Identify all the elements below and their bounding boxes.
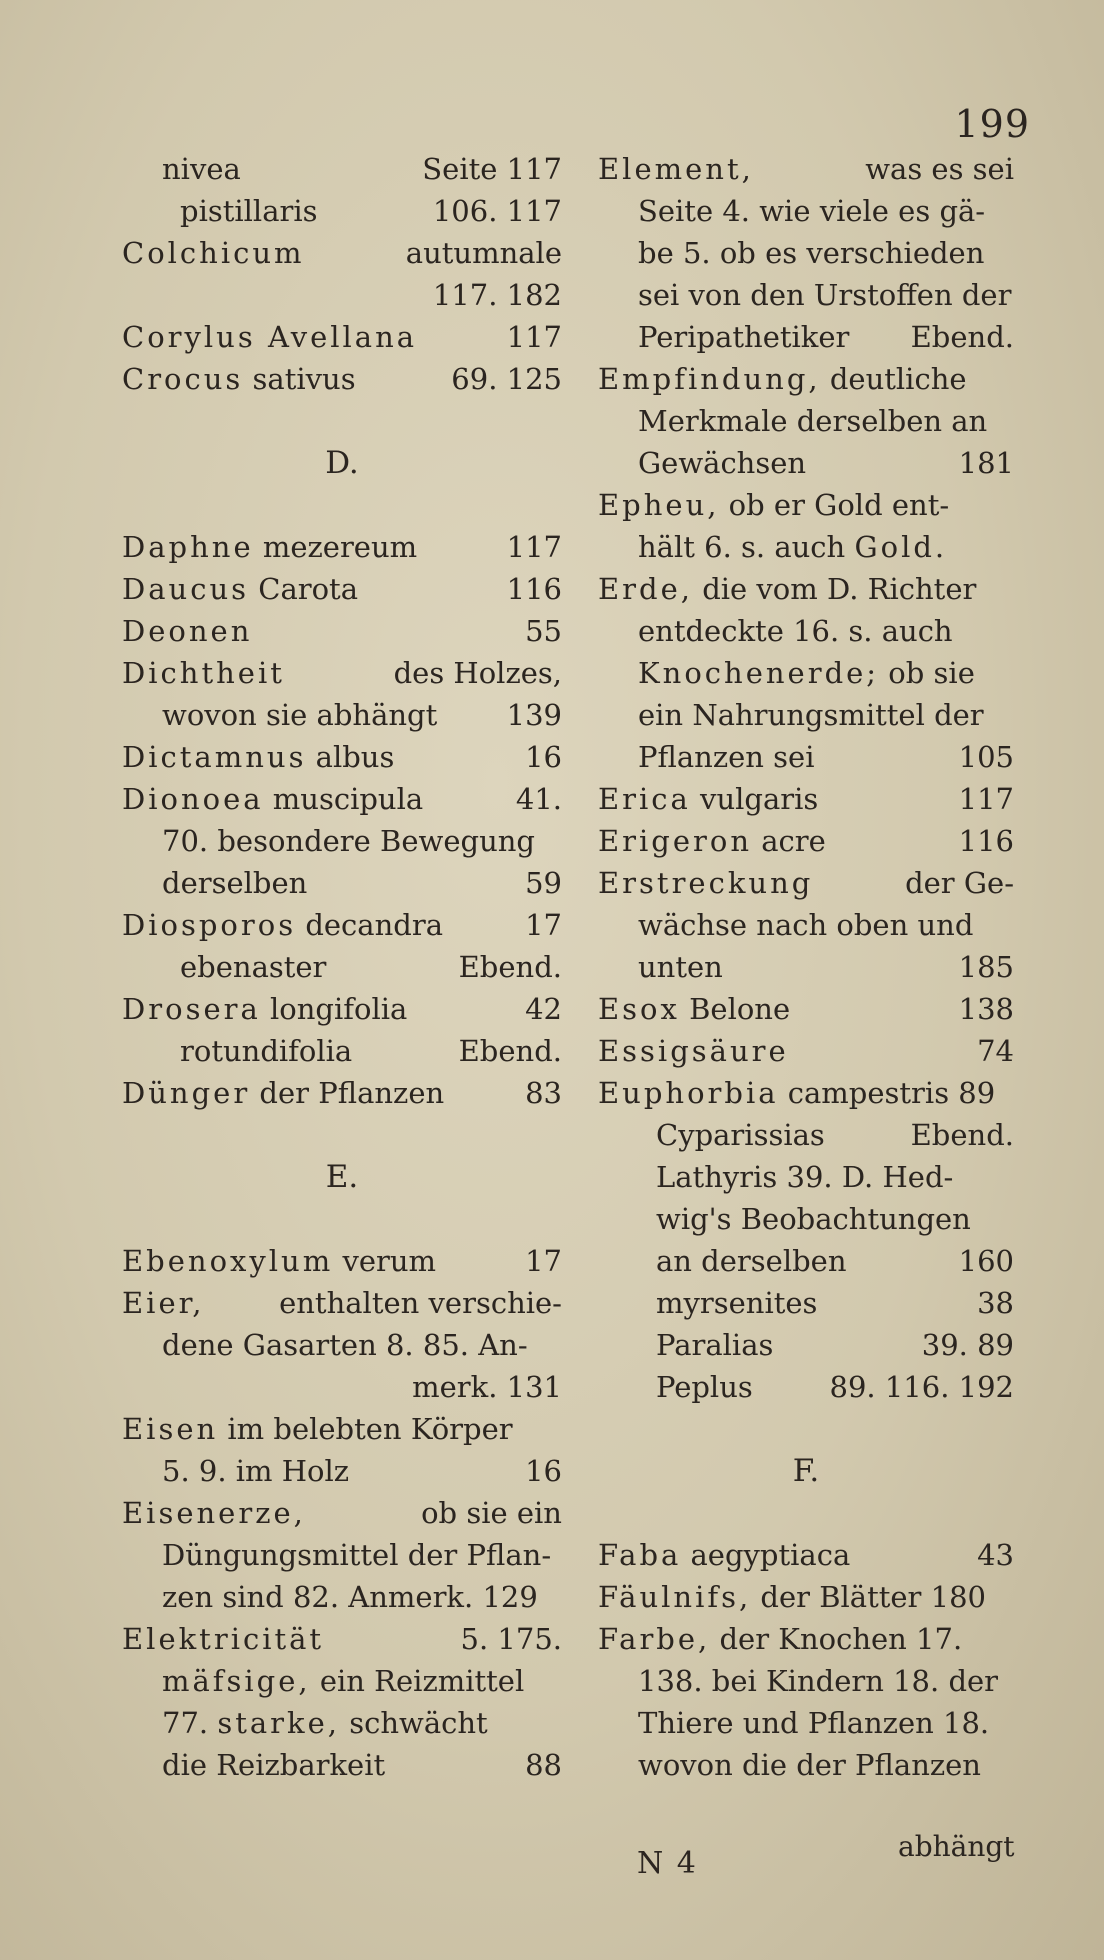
- entry-line: [122, 1618, 562, 1660]
- entry-line: [598, 358, 1014, 400]
- entry-headword: Euphorbia: [598, 1076, 779, 1110]
- entry-line: [122, 274, 562, 316]
- entry-text: 5. 9. im Holz: [162, 1454, 350, 1488]
- index-column-right: [598, 148, 1014, 1786]
- entry-text: aegyptiaca: [681, 1538, 851, 1572]
- entry-line: [598, 904, 1014, 946]
- entry-page-ref: 43: [977, 1538, 1014, 1572]
- entry-line: [122, 190, 562, 232]
- entry-line: [598, 652, 1014, 694]
- entry-line: [598, 736, 1014, 778]
- entry-page-ref: 41.: [515, 782, 562, 816]
- entry-text: wovon die der Pflanzen: [638, 1748, 981, 1782]
- entry-line: [598, 1660, 1014, 1702]
- entry-page-ref: 117: [958, 782, 1014, 816]
- index-entry: [122, 988, 562, 1072]
- entry-headword: Crocus: [122, 362, 244, 396]
- entry-line: [598, 484, 1014, 526]
- index-entry: [122, 904, 562, 988]
- entry-text: vulgaris: [690, 782, 819, 816]
- index-entry: [122, 652, 562, 736]
- entry-text: der Ge-: [905, 866, 1014, 900]
- entry-line: [598, 1114, 1014, 1156]
- entry-headword: Element,: [598, 152, 754, 186]
- index-column-left: [122, 148, 562, 1786]
- entry-headword: Faba: [598, 1538, 682, 1572]
- entry-headword: Drosera: [122, 992, 261, 1026]
- entry-text: an derselben: [656, 1244, 847, 1278]
- entry-line: [122, 1408, 562, 1450]
- entry-page-ref: 116: [506, 572, 562, 606]
- entry-headword: Elektricität: [122, 1622, 325, 1656]
- entry-line: [598, 862, 1014, 904]
- entry-text: myrsenites: [656, 1286, 818, 1320]
- entry-line: [122, 694, 562, 736]
- entry-line: [122, 1324, 562, 1366]
- entry-line: [122, 1702, 562, 1744]
- entry-text: enthalten verschie-: [279, 1286, 562, 1320]
- entry-headword: Erigeron: [598, 824, 753, 858]
- entry-text: nivea: [162, 152, 241, 186]
- entry-line: [598, 1240, 1014, 1282]
- index-entry: [598, 148, 1014, 358]
- entry-text: Peripathetiker: [638, 320, 850, 354]
- entry-line: [598, 1534, 1014, 1576]
- entry-line: [122, 1072, 562, 1114]
- entry-page-ref: 17: [525, 908, 562, 942]
- entry-headword: Empfindung,: [598, 362, 821, 396]
- entry-headword: starke,: [217, 1706, 340, 1740]
- entry-headword: Erica: [598, 782, 691, 816]
- entry-line: [122, 316, 562, 358]
- entry-text: ebenaster: [180, 950, 327, 984]
- entry-text: Thiere und Pflanzen 18.: [638, 1706, 990, 1740]
- entry-page-ref: 17: [525, 1244, 562, 1278]
- entry-text: 138. bei Kindern 18. der: [638, 1664, 999, 1698]
- entry-line: [598, 1618, 1014, 1660]
- entry-line: [598, 1030, 1014, 1072]
- index-entry: [122, 316, 562, 358]
- index-entry: [598, 1534, 1014, 1576]
- entry-headword: Gold.: [854, 530, 948, 564]
- entry-text: merk. 131: [412, 1370, 562, 1404]
- entry-line: [598, 526, 1014, 568]
- entry-text: ob sie ein: [421, 1496, 562, 1530]
- entry-text: sativus: [243, 362, 356, 396]
- entry-page-ref: 74: [977, 1034, 1014, 1068]
- entry-page-ref: Ebend.: [458, 950, 562, 984]
- index-entry: [598, 778, 1014, 820]
- entry-headword: Dünger: [122, 1076, 251, 1110]
- section-heading: F.: [792, 1453, 820, 1489]
- entry-page-ref: 16: [525, 1454, 562, 1488]
- entry-line: [598, 820, 1014, 862]
- entry-text: ein Nahrungsmittel der: [638, 698, 984, 732]
- entry-line: [598, 442, 1014, 484]
- index-entry: [122, 232, 562, 316]
- entry-line: [122, 778, 562, 820]
- entry-text: derselben: [162, 866, 308, 900]
- entry-line: [598, 1072, 1014, 1114]
- index-entry: [122, 190, 562, 232]
- entry-line: [122, 946, 562, 988]
- entry-text: be 5. ob es verschieden: [638, 236, 985, 270]
- entry-line: [598, 1744, 1014, 1786]
- entry-text: die Reizbarkeit: [162, 1748, 386, 1782]
- page-number: 199: [954, 102, 1030, 146]
- entry-line: [122, 862, 562, 904]
- entry-line: [598, 778, 1014, 820]
- entry-text: Seite 4. wie viele es gä-: [638, 194, 986, 228]
- entry-text: der Pflanzen: [250, 1076, 445, 1110]
- entry-page-ref: Seite 117: [422, 152, 562, 186]
- entry-page-ref: 39. 89: [921, 1328, 1014, 1362]
- entry-headword: Diosporos: [122, 908, 297, 942]
- entry-text: Düngungsmittel der Pflan-: [162, 1538, 552, 1572]
- entry-line: [598, 190, 1014, 232]
- entry-headword: Corylus Avellana: [122, 320, 418, 354]
- entry-line: [122, 1450, 562, 1492]
- entry-headword: Erstreckung: [598, 866, 814, 900]
- entry-text: 77.: [162, 1706, 218, 1740]
- entry-line: [122, 568, 562, 610]
- entry-line: [122, 820, 562, 862]
- entry-text: des Holzes,: [393, 656, 562, 690]
- index-entry: [598, 568, 1014, 778]
- entry-page-ref: 117. 182: [432, 278, 562, 312]
- entry-headword: Deonen: [122, 614, 253, 648]
- entry-text: Merkmale derselben an: [638, 404, 988, 438]
- entry-line: [598, 1156, 1014, 1198]
- index-entry: [122, 1408, 562, 1492]
- entry-page-ref: 105: [958, 740, 1014, 774]
- entry-headword: Colchicum: [122, 236, 305, 270]
- entry-page-ref: 42: [525, 992, 562, 1026]
- index-entry: [122, 526, 562, 568]
- entry-page-ref: 185: [958, 950, 1014, 984]
- entry-text: Carota: [249, 572, 358, 606]
- entry-line: [598, 316, 1014, 358]
- entry-text: die vom D. Richter: [692, 572, 977, 606]
- entry-text: pistillaris: [180, 194, 318, 228]
- entry-line: [122, 1534, 562, 1576]
- entry-text: deutliche: [820, 362, 967, 396]
- section-heading: D.: [325, 445, 359, 481]
- entry-text: longifolia: [260, 992, 408, 1026]
- entry-headword: Esox: [598, 992, 680, 1026]
- index-entry: [122, 148, 562, 190]
- entry-text: wig's Beobachtungen: [656, 1202, 971, 1236]
- entry-headword: Eisen: [122, 1412, 219, 1446]
- entry-line: [598, 1282, 1014, 1324]
- entry-line: [122, 1492, 562, 1534]
- entry-text: sei von den Urstoffen der: [638, 278, 1012, 312]
- entry-line: [122, 1030, 562, 1072]
- index-entry: [598, 1618, 1014, 1786]
- entry-line: [598, 1702, 1014, 1744]
- entry-page-ref: 59: [525, 866, 562, 900]
- entry-text: wächse nach oben und: [638, 908, 974, 942]
- entry-text: verum: [333, 1244, 437, 1278]
- entry-text: Paralias: [656, 1328, 774, 1362]
- entry-page-ref: 138: [958, 992, 1014, 1026]
- entry-line: [122, 1744, 562, 1786]
- index-entry: [122, 358, 562, 400]
- entry-text: mezereum: [253, 530, 418, 564]
- entry-text: entdeckte 16. s. auch: [638, 614, 953, 648]
- entry-line: [598, 694, 1014, 736]
- entry-line: [598, 988, 1014, 1030]
- entry-page-ref: Ebend.: [910, 320, 1014, 354]
- entry-line: [122, 610, 562, 652]
- entry-text: acre: [752, 824, 826, 858]
- entry-line: [122, 1282, 562, 1324]
- entry-page-ref: 160: [958, 1244, 1014, 1278]
- entry-headword: Knochenerde;: [638, 656, 880, 690]
- entry-text: der Knochen 17.: [710, 1622, 963, 1656]
- entry-text: Lathyris 39. D. Hed-: [656, 1160, 954, 1194]
- entry-text: Pflanzen sei: [638, 740, 815, 774]
- entry-text: Gewächsen: [638, 446, 807, 480]
- entry-line: [122, 1660, 562, 1702]
- entry-line: [598, 232, 1014, 274]
- entry-text: 70. besondere Bewegung: [162, 824, 535, 858]
- entry-line: [598, 1576, 1014, 1618]
- signature-mark: N 4: [637, 1846, 698, 1881]
- entry-headword: Epheu,: [598, 488, 720, 522]
- entry-line: [122, 652, 562, 694]
- index-entry: [598, 1072, 1014, 1408]
- entry-line: [122, 1240, 562, 1282]
- entry-page-ref: 69. 125: [451, 362, 562, 396]
- section-heading: E.: [325, 1159, 359, 1195]
- entry-text: zen sind 82. Anmerk. 129: [162, 1580, 538, 1614]
- entry-line: [122, 988, 562, 1030]
- entry-text: Cyparissias: [656, 1118, 825, 1152]
- entry-text: decandra: [296, 908, 443, 942]
- entry-line: [122, 358, 562, 400]
- entry-text: was es sei: [865, 152, 1014, 186]
- entry-headword: Farbe,: [598, 1622, 711, 1656]
- entry-page-ref: 16: [525, 740, 562, 774]
- entry-headword: Daphne: [122, 530, 254, 564]
- entry-headword: Erde,: [598, 572, 693, 606]
- entry-text: schwächt: [340, 1706, 488, 1740]
- entry-text: unten: [638, 950, 723, 984]
- entry-line: [122, 232, 562, 274]
- index-entry: [122, 568, 562, 610]
- entry-line: [598, 1366, 1014, 1408]
- entry-page-ref: 38: [977, 1286, 1014, 1320]
- index-entry: [122, 1618, 562, 1786]
- entry-text: ein Reizmittel: [310, 1664, 525, 1698]
- entry-text: Peplus: [656, 1370, 753, 1404]
- entry-headword: Fäulnifs,: [598, 1580, 752, 1614]
- index-entry: [122, 736, 562, 778]
- entry-page-ref: 116: [958, 824, 1014, 858]
- entry-line: [598, 274, 1014, 316]
- index-entry: [598, 358, 1014, 484]
- entry-line: [598, 610, 1014, 652]
- entry-line: [598, 568, 1014, 610]
- index-entry: [598, 988, 1014, 1030]
- entry-line: [598, 946, 1014, 988]
- entry-text: ob er Gold ent-: [719, 488, 950, 522]
- entry-line: [598, 1324, 1014, 1366]
- entry-text: dene Gasarten 8. 85. An-: [162, 1328, 528, 1362]
- index-entry: [122, 1240, 562, 1282]
- entry-line: [122, 526, 562, 568]
- index-entry: [598, 820, 1014, 862]
- entry-line: [122, 736, 562, 778]
- index-entry: [122, 778, 562, 904]
- entry-page-ref: 89. 116. 192: [829, 1370, 1014, 1404]
- catchword: abhängt: [898, 1830, 1015, 1863]
- entry-page-ref: 106. 117: [432, 194, 562, 228]
- entry-page-ref: Ebend.: [910, 1118, 1014, 1152]
- entry-line: [598, 148, 1014, 190]
- entry-text: im belebten Körper: [218, 1412, 513, 1446]
- entry-text: muscipula: [263, 782, 424, 816]
- entry-headword: Eier,: [122, 1286, 205, 1320]
- entry-text: rotundifolia: [180, 1034, 353, 1068]
- entry-text: autumnale: [405, 236, 562, 270]
- entry-headword: Dichtheit: [122, 656, 285, 690]
- entry-line: [122, 904, 562, 946]
- entry-text: 5. 175.: [460, 1622, 562, 1656]
- index-entry: [598, 862, 1014, 988]
- entry-line: [122, 148, 562, 190]
- entry-page-ref: 181: [958, 446, 1014, 480]
- entry-line: [598, 1198, 1014, 1240]
- entry-line: [598, 400, 1014, 442]
- entry-line: [122, 1366, 562, 1408]
- entry-page-ref: 83: [525, 1076, 562, 1110]
- entry-headword: Ebenoxylum: [122, 1244, 334, 1278]
- entry-text: campestris 89: [778, 1076, 996, 1110]
- entry-headword: mäfsige,: [162, 1664, 311, 1698]
- entry-page-ref: 88: [525, 1748, 562, 1782]
- entry-headword: Essigsäure: [598, 1034, 789, 1068]
- entry-headword: Daucus: [122, 572, 250, 606]
- entry-headword: Dionoea: [122, 782, 264, 816]
- entry-line: [122, 1576, 562, 1618]
- index-entry: [598, 1576, 1014, 1618]
- entry-text: Belone: [679, 992, 791, 1026]
- entry-page-ref: Ebend.: [458, 1034, 562, 1068]
- index-entry: [122, 1492, 562, 1618]
- index-entry: [122, 1282, 562, 1408]
- entry-page-ref: 117: [506, 530, 562, 564]
- entry-page-ref: 55: [525, 614, 562, 648]
- entry-page-ref: 117: [506, 320, 562, 354]
- index-entry: [122, 1072, 562, 1114]
- entry-text: albus: [306, 740, 395, 774]
- entry-text: hält 6. s. auch: [638, 530, 855, 564]
- entry-text: wovon sie abhängt: [162, 698, 438, 732]
- entry-text: der Blätter 180: [751, 1580, 986, 1614]
- entry-page-ref: 139: [506, 698, 562, 732]
- entry-text: ob sie: [879, 656, 975, 690]
- index-entry: [122, 610, 562, 652]
- entry-headword: Dictamnus: [122, 740, 307, 774]
- entry-headword: Eisenerze,: [122, 1496, 306, 1530]
- index-entry: [598, 1030, 1014, 1072]
- index-entry: [598, 484, 1014, 568]
